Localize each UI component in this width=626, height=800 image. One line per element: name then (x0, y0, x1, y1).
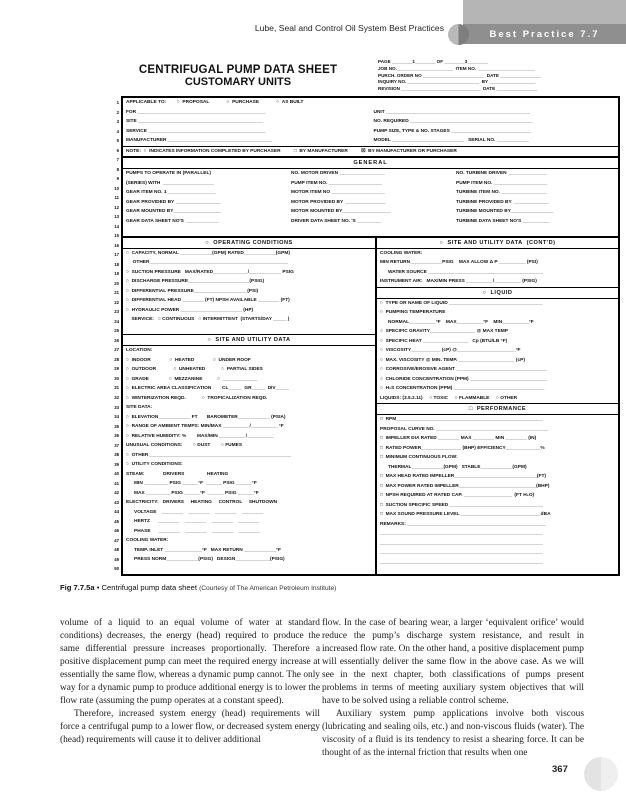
figure-caption-label: Fig 7.7.5a (60, 583, 95, 592)
form-line: MIN RETURN____________PSIG MAX ALLOW Δ P __________ (PSI) (380, 260, 538, 265)
form-row-number: 16 (114, 242, 119, 248)
form-field: MOTOR ITEM NO ____________________ (291, 190, 385, 195)
form-row-number: 17 (114, 252, 119, 258)
form-meta-line: REVISION _______________________________ DATE ________________ (378, 86, 538, 92)
form-meta-line: PAGE ________1________ OF ________3________ (378, 59, 488, 64)
pump-data-sheet-figure (112, 58, 620, 576)
form-line (123, 108, 618, 118)
paragraph: Therefore, increased system energy (head) requirements will force a centrifugal pump to a lower flow, or decreased system energy (head) requirements will cause it to deliver additional (60, 708, 320, 745)
form-row-number: 26 (114, 337, 119, 343)
badge-circle-icon (448, 24, 469, 45)
form-row-number: 41 (114, 480, 119, 486)
form-field: TURBINE MOUNTED BY________________ (456, 209, 554, 214)
form-row-number: 42 (114, 490, 119, 496)
form-line: ○ CHLORIDE CONCENTRATION (PPM) _____________________________ (380, 376, 548, 382)
form-row-number: 24 (114, 318, 119, 324)
form-row-number: 28 (114, 356, 119, 362)
form-two-column-area (123, 236, 618, 575)
form-row-number: 8 (116, 166, 119, 172)
form-row-number: 6 (116, 147, 119, 153)
form-main-box (114, 96, 620, 576)
form-line: STEAM: DRIVERS HEATING (126, 471, 229, 477)
form-row-number: 11 (114, 195, 119, 201)
form-title-line1: CENTRIFUGAL PUMP DATA SHEET (138, 64, 338, 76)
form-line: ○ RELATIVE HUMIDITY: % MAX/MIN __________/__________ (126, 433, 274, 439)
form-row-number: 32 (114, 394, 119, 400)
form-line: VOLTAGE ________ ________ ________ ________ (126, 509, 264, 515)
form-row-number: 21 (114, 290, 119, 296)
form-line: ○ DIFFERENTIAL HEAD ________ (FT) NPSH AVAILABLE ________ (FT) (126, 298, 290, 303)
form-line: TEMP. INLET ______________°F MAX RETURN ____________°F (126, 547, 281, 553)
form-line: ○ OTHER _____________________________________________________ (126, 452, 292, 458)
form-line: MAX _________ PSIG ______°F ______ PSIG ______°F (126, 490, 259, 496)
form-row-number: 33 (114, 404, 119, 410)
form-section-header: ○ SITE AND UTILITY DATA (CONT'D) (377, 238, 618, 249)
form-field: GEAR ITEM NO. 1 __________________ (126, 190, 216, 195)
form-line: □ NPSH REQUIRED AT RATED CAP. __________________ (FT H₂O) (380, 493, 535, 498)
form-field: NO. TURBINE DRIVEN ______________ (456, 171, 547, 176)
form-row-number: 46 (114, 528, 119, 534)
form-field: MODEL ___________________________ SERIAL NO. ____________ (373, 138, 529, 143)
form-line: ○ WINTERIZATION REQD. ○ TROPICALIZATION REQD. (126, 395, 268, 401)
form-field: TURBINE DATA SHEET NO'S __________ (456, 218, 550, 224)
form-row-number: 4 (116, 128, 119, 134)
page-number: 367 (552, 764, 568, 775)
form-line (123, 226, 618, 236)
form-line: SITE DATA: (126, 405, 153, 410)
form-line (123, 198, 618, 208)
form-row-number: 37 (114, 442, 119, 448)
form-row-number: 27 (114, 347, 119, 353)
form-line: □ MAX SOUND PRESSURE LEVEL ______________________________dBA (380, 512, 551, 517)
form-line: ○ TYPE OR NAME OF LIQUID ___________________________________ (380, 300, 543, 306)
form-row-number: 49 (114, 556, 119, 562)
form-line: ○ CORROSIVE/EROSIVE AGENT __________________________________ (380, 367, 547, 372)
form-field: MANUFACTURER _______________________________________ (126, 138, 272, 143)
figure-caption (60, 583, 580, 592)
form-row-number: 12 (114, 204, 119, 210)
form-title-line2: CUSTOMARY UNITS (184, 76, 292, 88)
form-left-column (123, 238, 377, 575)
form-line: ○ MAX. VISCOSITY @ MIN. TEMP. _____________________ (cP) (380, 357, 525, 363)
form-line: ○ SPECIFIC HEAT _________________ Cp (BTU/LB °F) (380, 338, 508, 344)
form-row-number: 34 (114, 414, 119, 420)
form-line: ○ CAPACITY, NORMAL ____________(GPM) RATED____________(GPM) (126, 250, 290, 256)
form-line: UNUSUAL CONDITIONS: ○ DUST ○ FUMES (126, 443, 243, 448)
form-line: □ RATED POWER_______________ (BHP) EFFICIENCY_____________% (380, 445, 545, 451)
form-row-number: 44 (114, 509, 119, 515)
form-row-number: 50 (114, 566, 119, 572)
form-row-number: 18 (114, 261, 119, 267)
form-line: ELECTRICITY: DRIVERS HEATING CONTROL SHUTDOWN (126, 500, 278, 505)
form-line: LIQUIDS: (3.5.2.11) ○ TOXIC ○ FLAMMABLE ○ OTHER (380, 395, 518, 401)
form-row-number: 10 (114, 185, 119, 191)
form-line: APPLICABLE TO: ○ PROPOSAL ○ PURCHASE ○ AS BUILT (126, 100, 304, 105)
form-line (123, 136, 618, 146)
figure-caption-bullet: • (96, 583, 100, 592)
form-field: TURBINE ITEM NO. _________________ (456, 190, 547, 195)
form-line: ○ INDOOR ○ HEATED ○ UNDER ROOF (126, 357, 251, 363)
figure-caption-credit: (Courtesy of The American Petroleum Institute) (199, 585, 337, 592)
form-row-number: 43 (114, 499, 119, 505)
form-row-number: 31 (114, 385, 119, 391)
form-row-number: 35 (114, 423, 119, 429)
form-line (123, 127, 618, 137)
form-row-number: 22 (114, 299, 119, 305)
form-row-number: 15 (114, 233, 119, 239)
form-line: PHASE ________ ________ ________ ________ (126, 528, 260, 534)
form-row-number: 40 (114, 471, 119, 477)
form-line: WATER SOURCE ___________________________________________ (380, 269, 543, 275)
form-section-header: ○ OPERATING CONDITIONS (123, 238, 375, 249)
form-line: COOLING WATER: (380, 250, 423, 256)
form-line: □ RPM_______________________________________________________ (380, 417, 543, 422)
form-section-header: □ PERFORMANCE (377, 403, 618, 415)
paragraph: Auxiliary system pump applications involve both viscous (lubricating and sealing oils, etc.) and non-viscous fluids (water). The viscosity of a fluid is its tendency to resist a shearing force. It can be thought of as the internal friction that results when one (322, 708, 584, 758)
form-line: ○ PUMPING TEMPERATURE (380, 310, 446, 315)
form-line: ○ HYDRAULIC POWER _______________________ (HP) (126, 307, 254, 313)
form-line: LOCATION: (126, 348, 153, 353)
form-field: TURBINE PROVIDED BY _____________ (456, 199, 549, 205)
form-section-header: ○ LIQUID (377, 287, 618, 299)
form-line: ○ ELEVATION____________ FT BAROMETER____________ (PSIA) (126, 414, 286, 420)
form-field: PUMP ITEM NO. ____________________ (456, 180, 548, 186)
form-header-section (123, 98, 618, 156)
form-row-number: 20 (114, 280, 119, 286)
form-row-number: 30 (114, 375, 119, 381)
form-line: ○ SUCTION PRESSURE MAX/RATED_____________/____________ PSIG (126, 269, 294, 275)
form-general-rows (123, 169, 618, 236)
form-row-number: 3 (116, 119, 119, 125)
form-field: DRIVER DATA SHEET NO. 'S _________ (291, 218, 382, 224)
form-meta-line: INQUIRY NO. ____________________________ BY __________________ (378, 79, 536, 85)
form-line: _____________________________________________________________ (380, 559, 543, 565)
form-title-bar (112, 58, 620, 96)
form-line: THERMAL____________(GPM) STABLE____________(GPM) (380, 464, 527, 470)
form-field: PUMP SIZE, TYPE & NO. STAGES ______________________________ (373, 128, 532, 134)
form-line (123, 217, 618, 227)
form-field: (SERIES) WITH ___________________ (126, 180, 214, 186)
form-line: PRESS NORM____________(PSIG) DESIGN_____________(PSIG) (126, 557, 285, 562)
form-row-number: 38 (114, 452, 119, 458)
form-title (112, 58, 364, 96)
form-row-number: 5 (116, 138, 119, 144)
form-row-number: 39 (114, 461, 119, 467)
form-field: MOTOR PROVIDED BY _______________ (291, 199, 386, 205)
form-field: GEAR MOUNTED BY__________________ (126, 209, 222, 214)
form-field: PUMP ITEM NO. ____________________ (291, 180, 383, 186)
form-line: ○ H₂S CONCENTRATION (PPM) __________________________________ (380, 386, 545, 391)
form-field: NO. REQUIRED ______________________________________________ (373, 119, 533, 124)
form-field: NO. MOTOR DRIVEN _________________ (291, 171, 385, 176)
form-row-number: 48 (114, 547, 119, 553)
form-row-number: 7 (116, 157, 119, 163)
form-field: PUMPS TO OPERATE IN (PARALLEL) (126, 171, 212, 176)
form-field: SERVICE ____________________________________________ (126, 128, 266, 134)
form-line (123, 325, 375, 335)
form-line: □ MAX POWER RATED IMPELLER_____________________________(BHP) (380, 483, 550, 489)
form-line (123, 169, 618, 179)
form-line: NORMAL__________°F MAX__________°F MIN__________°F (380, 319, 534, 325)
form-row-number: 13 (114, 214, 119, 220)
form-line (123, 179, 618, 189)
form-field: GEAR DATA SHEET NO'S ____________ (126, 218, 219, 224)
form-line: MIN _________ PSIG ______°F ______ PSIG ______°F (126, 481, 257, 486)
form-line: REMARKS: ____________________________________________________ (380, 521, 546, 527)
form-line: ○ ELECTRIC AREA CLASSIFICATION CL_____ GR_____ DIV_____ (126, 386, 289, 391)
footer-circle-decoration (584, 757, 618, 791)
form-general-section-title: GENERAL (123, 156, 618, 169)
running-title: Lube, Seal and Control Oil System Best Practices (254, 23, 444, 33)
form-row-number: 23 (114, 309, 119, 315)
form-right-column (377, 238, 618, 575)
form-line: ○ GRADE ○ MEZZANINE ○ _____________ (126, 376, 258, 382)
form-line: □ IMPELLER DIA RATED ________ MAX ________ MIN ________ (IN) (380, 436, 537, 441)
form-line: □ MINIMUM CONTINUOUS FLOW: (380, 455, 458, 460)
form-row-number: 45 (114, 518, 119, 524)
form-field: SITE _______________________________________________ (126, 119, 264, 124)
badge-top-decoration (463, 0, 626, 24)
form-line (123, 117, 618, 127)
form-line: HERTZ ________ ________ ________ ________ (126, 519, 260, 524)
figure-caption-text: Centrifugal pump data sheet (101, 583, 200, 592)
form-row-number: 2 (116, 109, 119, 115)
form-line: ○ UTILITY CONDITIONS: (126, 462, 183, 467)
form-field: FOR ________________________________________________ (126, 109, 266, 115)
best-practice-badge: Best Practice 7.7 (463, 24, 626, 44)
form-row-number: 47 (114, 537, 119, 543)
form-line: PROPOSAL CURVE NO. __________________________________________ (380, 426, 549, 432)
form-line: ○ OUTDOOR ○ UNHEATED ○ PARTIAL SIDES (126, 367, 263, 372)
paragraph: flow. In the case of bearing wear, a larger ‘equivalent orifice’ would reduce the pump’s discharge system resistance, and result in increased flow rate. On the other hand, a positive displacement pump will essentially deliver the same flow in the above case. As we will see in the next chapter, both classifications of pumps present problems in terms of meeting auxiliary system objectives that will have to be solved using a reliable control scheme. (322, 618, 584, 706)
form-row-number: 1 (116, 100, 119, 105)
form-line: □ MAX HEAD RATED IMPELLER_______________________________(FT) (380, 474, 546, 479)
form-line: □ SUCTION SPECIFIC SPEED ___________________________________ (380, 502, 543, 508)
form-field: GEAR PROVIDED BY _________________ (126, 199, 221, 205)
form-line: _____________________________________________________________ (380, 540, 543, 546)
form-line (123, 565, 375, 575)
form-line: ○ DIFFERENTIAL PRESSURE____________________(PSI) (126, 288, 259, 294)
form-row-number: 9 (116, 176, 119, 182)
form-field: UNIT ______________________________________________________ (373, 109, 531, 115)
form-row-number: 14 (114, 223, 119, 229)
form-row-number: 25 (114, 328, 119, 334)
paragraph: volume of a liquid to an equal volume of water at standard conditions) decreases, the energy (head) required to produce the same differential pressure increases proportionally. Therefore a positive displacement pump can meet the required energy increase at essentially the same flow, whereas a dynamic pump cannot. The only way for a dynamic pump to produce additional energy is to lower the flow rate (assuming the pump operates at a constant speed). (60, 618, 320, 706)
form-meta-line: PURCH. ORDER NO ________________________ DATE ________________ (378, 72, 542, 78)
form-row-number: 19 (114, 271, 119, 277)
form-line: ○ SPECIFIC GRAVITY_________________ @ MAX TEMP (380, 329, 508, 334)
form-section-header: ○ SITE AND UTILITY DATA (123, 334, 375, 346)
body-text-right-column (322, 617, 584, 759)
body-text-left-column (60, 617, 320, 747)
form-meta-block (364, 58, 620, 96)
form-field: MOTOR MOUNTED BY__________________ (291, 209, 391, 214)
form-line: ○ VISCOSITY___________ (cP) @______________________°F (380, 348, 521, 353)
form-line: COOLING WATER: (126, 538, 169, 543)
form-row-numbers (112, 98, 121, 574)
form-line: SERVICE: ○ CONTINUOUS ○ INTERMITTENT (STARTS/DAY _____ ) (126, 317, 290, 322)
form-line: NOTE: ○ INDICATES INFORMATION COMPLETED BY PURCHASER □ BY MANUFACTURER ☒ BY MANUFACTURER OR PURCHASER (123, 146, 618, 157)
form-row-number: 29 (114, 366, 119, 372)
form-line: INSTRUMENT AIR: MAX/MIN PRESS __________/__________ (PSIG) (380, 279, 537, 284)
form-meta-line: JOB NO.______________________ ITEM NO. ______________________ (378, 65, 535, 71)
form-line: _____________________________________________________________ (380, 550, 543, 555)
form-line: ○ RANGE OF AMBIENT TEMPS: MIN/MAX __________/__________ °F (126, 424, 284, 429)
form-line (123, 188, 618, 198)
form-line (123, 207, 618, 217)
form-row-number: 36 (114, 433, 119, 439)
form-line: OTHER____________________________________________________ (126, 260, 289, 265)
form-line: _____________________________________________________________ (380, 531, 543, 536)
form-line: ○ DISCHARGE PRESSURE_______________________(PSIG) (126, 279, 265, 284)
